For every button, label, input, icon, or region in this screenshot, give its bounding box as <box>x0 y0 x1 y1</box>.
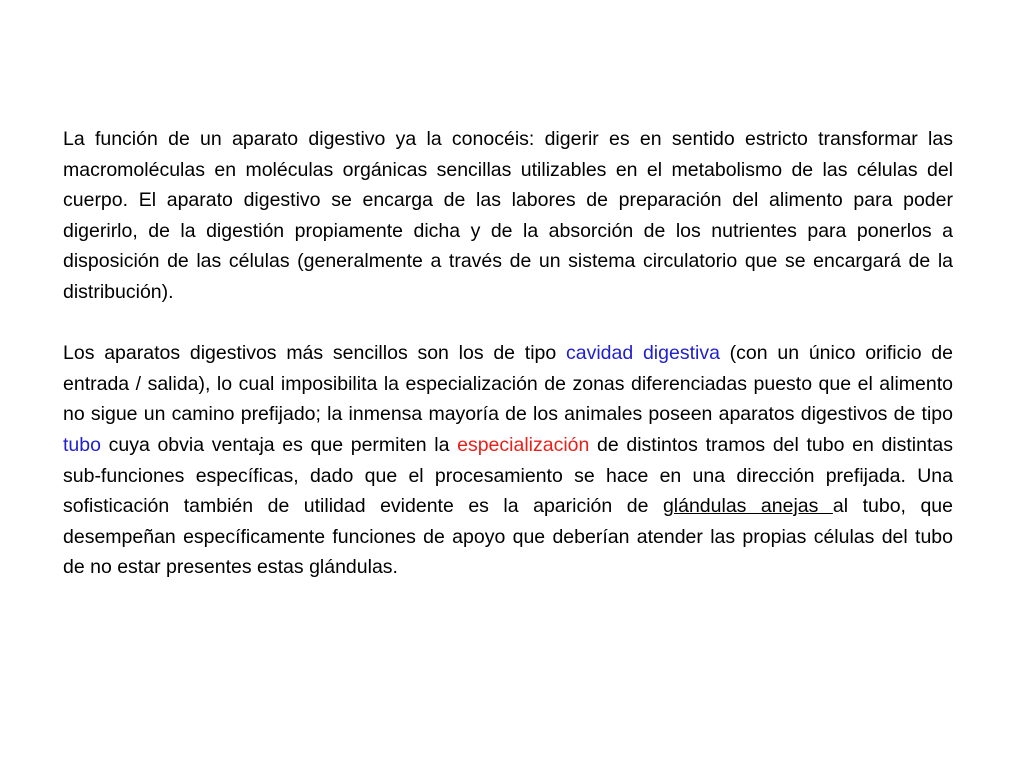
highlight-cavidad-digestiva: cavidad digestiva <box>565 342 720 365</box>
highlight-especializacion: especialización <box>457 433 590 456</box>
paragraph-text-5: al tubo, que desempeñan específicamente funciones de apoyo que deberían atender las propias células del tubo de no estar presentes estas glándulas. <box>63 495 953 579</box>
highlight-tubo: tubo <box>63 433 101 456</box>
paragraph-digestive-function: La función de un aparato digestivo ya la conocéis: digerir es en sentido estricto transformar las macromoléculas en moléculas orgánicas sencillas utilizables en el metabolismo de las células del cuerpo. El aparato digestivo se encarga de las labores de preparación del alimento para poder digerirlo, de la digestión propiamente dicha y de la absorción de los nutrientes para ponerlos a disposición de las células (generalmente a través de un sistema circulatorio que se encargará de la distribución). <box>63 128 953 303</box>
paragraph-digestive-types <box>63 338 953 583</box>
paragraph-text-3: cuya obvia ventaja es que permiten la <box>100 433 458 456</box>
paragraph-text-2: (con un único orificio de entrada / salida), lo cual imposibilita la especialización de zonas diferenciadas puesto que el alimento no sigue un camino prefijado; la inmensa mayoría de los animales poseen aparatos digestivos de tipo <box>63 342 953 426</box>
text-block <box>63 124 953 583</box>
paragraph-text-1: Los aparatos digestivos más sencillos son los de tipo <box>63 342 566 365</box>
highlight-glandulas-anejas: glándulas anejas <box>662 495 833 518</box>
paragraph-text-4: de distintos tramos del tubo en distintas sub-funciones específicas, dado que el procesamiento se hace en una dirección prefijada. Una sofisticación también de utilidad evidente es la aparición de <box>63 433 954 518</box>
